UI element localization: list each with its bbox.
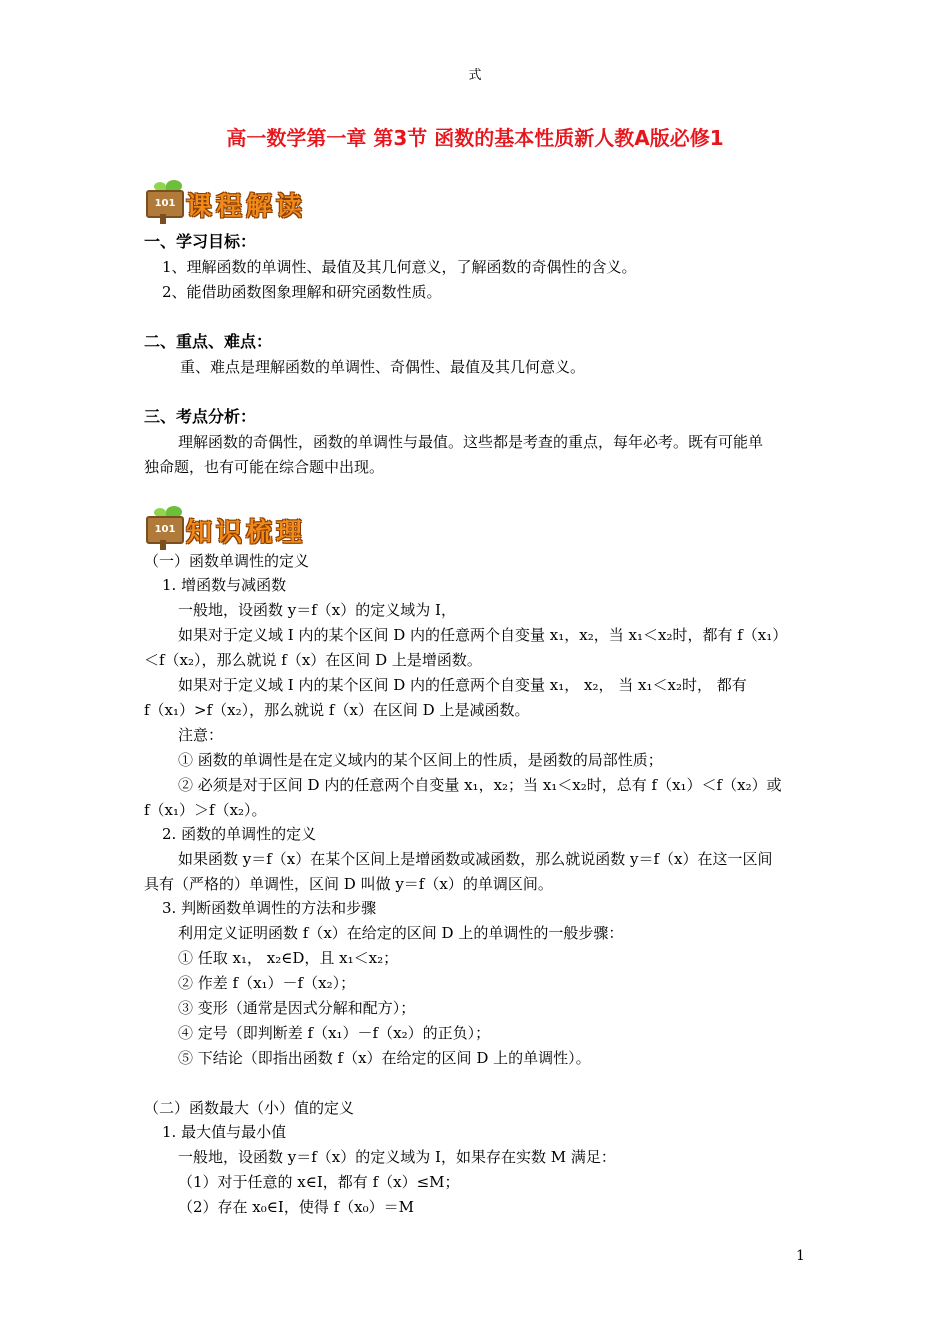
paragraph: （2）存在 x₀∈I，使得 f（x₀）＝M [178,1198,414,1216]
section-heading: 一、学习目标： [144,232,257,251]
paragraph: （1）对于任意的 x∈I，都有 f（x）≤M； [178,1173,460,1191]
section-banner-knowledge [144,506,334,550]
paragraph: 理解函数的奇偶性，函数的单调性与最值。这些都是考查的重点，每年必考。既有可能单 [178,433,764,451]
section-heading: 二、重点、难点： [144,332,273,351]
note-item: ① 函数的单调性是在定义域内的某个区间上的性质，是函数的局部性质； [178,751,663,769]
note-item: f（x₁）＞f（x₂）。 [144,801,267,819]
step-item: ② 作差 f（x₁）－f（x₂）； [178,974,356,992]
page-number: 1 [796,1248,805,1264]
page-header: 式 [468,68,482,83]
banner-text: 知识梳理 [186,518,307,548]
step-item: ⑤ 下结论（即指出函数 f（x）在给定的区间 D 上的单调性）。 [178,1049,591,1067]
document-title: 高一数学第一章 第3节 函数的基本性质新人教A版必修1 [226,126,724,150]
signpost-icon: 101 [146,516,184,544]
step-item: ③ 变形（通常是因式分解和配方）； [178,999,416,1017]
subsection-heading: （二）函数最大（小）值的定义 [144,1099,355,1117]
item-heading: 1. 增函数与减函数 [162,576,287,594]
paragraph: 如果函数 y＝f（x）在某个区间上是增函数或减函数，那么就说函数 y＝f（x）在这一区间 [178,850,773,868]
paragraph: 具有（严格的）单调性，区间 D 叫做 y＝f（x）的单调区间。 [144,875,553,893]
note-item: ② 必须是对于区间 D 内的任意两个自变量 x₁，x₂；当 x₁＜x₂时，总有 f（x₁）＜f（x₂）或 [178,776,782,794]
paragraph: 如果对于定义域 I 内的某个区间 D 内的任意两个自变量 x₁，x₂，当 x₁＜x₂时，都有 f（x₁） [178,626,788,644]
section-banner-course [144,180,334,224]
banner-text: 课程解读 [186,192,307,222]
item-heading: 3. 判断函数单调性的方法和步骤 [162,899,377,917]
paragraph: 如果对于定义域 I 内的某个区间 D 内的任意两个自变量 x₁， x₂， 当 x₁＜x₂时， 都有 [178,676,747,694]
step-item: ④ 定号（即判断差 f（x₁）－f（x₂）的正负）； [178,1024,491,1042]
section-heading: 三、考点分析： [144,407,257,426]
item-heading: 1. 最大值与最小值 [162,1123,287,1141]
signpost-icon: 101 [146,190,184,218]
signpost-pole [160,214,166,224]
signpost-pole [160,540,166,550]
paragraph: ＜f（x₂），那么就说 f（x）在区间 D 上是增函数。 [144,651,482,669]
step-item: ① 任取 x₁， x₂∈D，且 x₁＜x₂； [178,949,399,967]
paragraph: 重、难点是理解函数的单调性、奇偶性、最值及其几何意义。 [180,358,586,376]
paragraph: 一般地，设函数 y＝f（x）的定义域为 I，如果存在实数 M 满足： [178,1148,616,1166]
objective-item: 2、能借助函数图象理解和研究函数性质。 [162,283,442,301]
paragraph: 一般地，设函数 y＝f（x）的定义域为 I， [178,601,456,619]
subsection-heading: （一）函数单调性的定义 [144,552,310,570]
paragraph: 利用定义证明函数 f（x）在给定的区间 D 上的单调性的一般步骤： [178,924,624,942]
note-label: 注意： [178,726,224,744]
item-heading: 2. 函数的单调性的定义 [162,825,317,843]
paragraph: 独命题，也有可能在综合题中出现。 [144,458,385,476]
objective-item: 1、理解函数的单调性、最值及其几何意义，了解函数的奇偶性的含义。 [162,258,637,276]
paragraph: f（x₁）>f（x₂），那么就说 f（x）在区间 D 上是减函数。 [144,701,530,719]
